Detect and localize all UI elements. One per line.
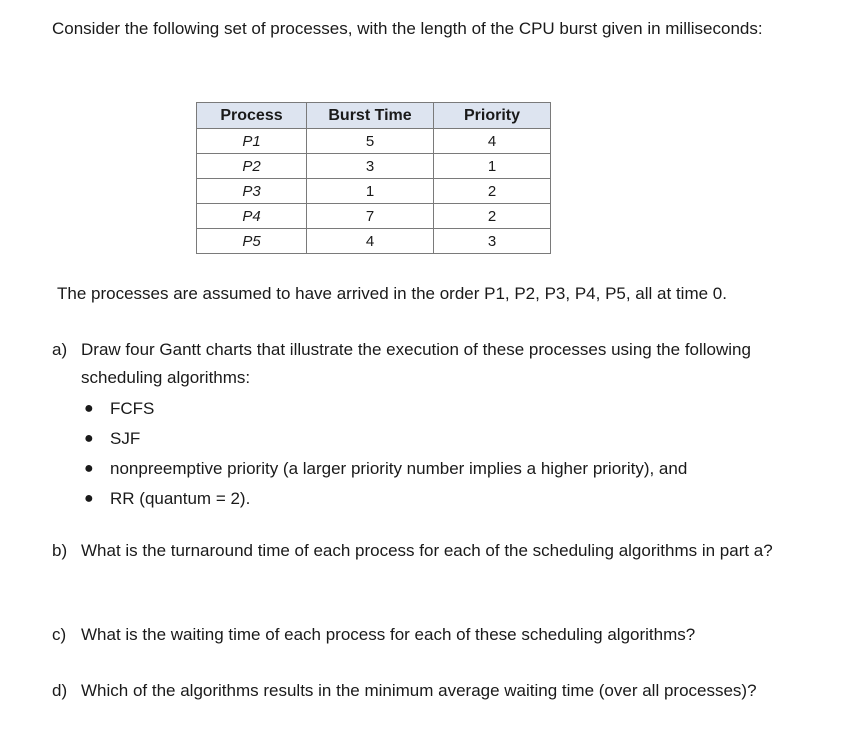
question-letter: d) xyxy=(52,681,68,700)
table-header-row xyxy=(197,103,551,129)
algorithm-label: nonpreemptive priority (a larger priority number implies a higher priority), and xyxy=(110,459,688,478)
algorithm-label: RR (quantum = 2). xyxy=(110,489,251,508)
list-item xyxy=(81,454,687,484)
table-row xyxy=(197,179,551,204)
priority: 2 xyxy=(434,204,551,229)
priority: 2 xyxy=(434,179,551,204)
question-text: What is the turnaround time of each process for each of the scheduling algorithms in part a? xyxy=(81,541,773,560)
intro-paragraph: Consider the following set of processes, with the length of the CPU burst given in milliseconds: xyxy=(52,19,763,38)
assumption-paragraph: The processes are assumed to have arrived in the order P1, P2, P3, P4, P5, all at time 0. xyxy=(57,284,727,303)
question-text: Draw four Gantt charts that illustrate the execution of these processes using the following scheduling algorithms: xyxy=(81,340,751,387)
question-letter: c) xyxy=(52,625,67,644)
algorithm-label: FCFS xyxy=(110,399,155,418)
priority: 1 xyxy=(434,154,551,179)
burst-time: 1 xyxy=(307,179,434,204)
question-text: What is the waiting time of each process for each of these scheduling algorithms? xyxy=(81,625,696,644)
question-letter: b) xyxy=(52,541,68,560)
process-table xyxy=(196,102,551,254)
table-row xyxy=(197,204,551,229)
algorithm-label: SJF xyxy=(110,429,141,448)
burst-time: 3 xyxy=(307,154,434,179)
list-item xyxy=(81,394,687,424)
process-name: P3 xyxy=(197,179,307,204)
header-process: Process xyxy=(197,103,307,129)
question-letter: a) xyxy=(52,340,68,359)
header-burst-time: Burst Time xyxy=(307,103,434,129)
burst-time: 7 xyxy=(307,204,434,229)
burst-time: 5 xyxy=(307,129,434,154)
algorithm-list xyxy=(81,394,687,514)
priority: 4 xyxy=(434,129,551,154)
list-item xyxy=(81,424,687,454)
table-row xyxy=(197,229,551,254)
priority: 3 xyxy=(434,229,551,254)
header-priority: Priority xyxy=(434,103,551,129)
list-item xyxy=(81,484,687,514)
bullet-icon: ● xyxy=(84,460,94,477)
bullet-icon: ● xyxy=(84,400,94,417)
burst-time: 4 xyxy=(307,229,434,254)
bullet-icon: ● xyxy=(84,430,94,447)
table-row xyxy=(197,129,551,154)
process-name: P1 xyxy=(197,129,307,154)
bullet-icon: ● xyxy=(84,490,94,507)
process-name: P2 xyxy=(197,154,307,179)
question-text: Which of the algorithms results in the minimum average waiting time (over all processes)? xyxy=(81,681,757,700)
table-row xyxy=(197,154,551,179)
process-name: P4 xyxy=(197,204,307,229)
process-name: P5 xyxy=(197,229,307,254)
